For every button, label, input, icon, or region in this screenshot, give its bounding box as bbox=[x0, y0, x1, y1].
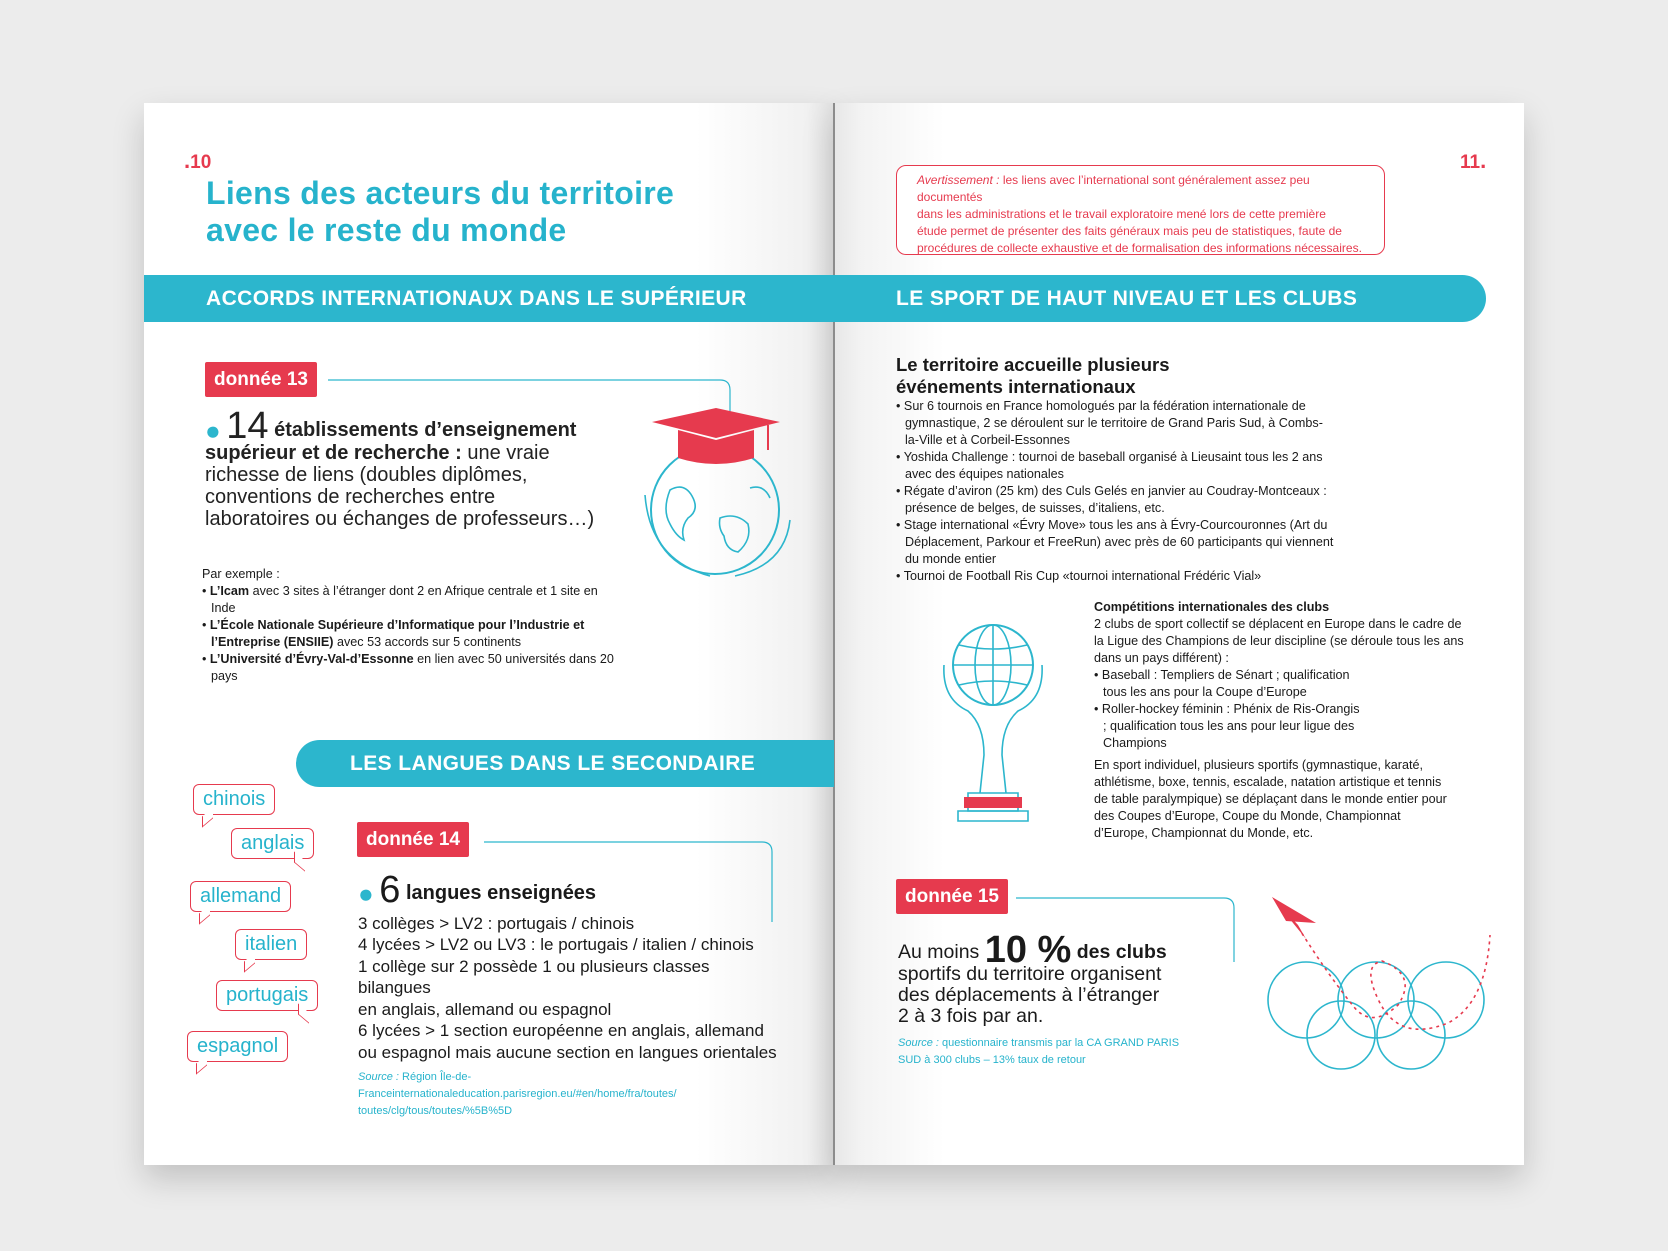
clubs-intro: 2 clubs de sport collectif se déplacent en Europe dans le cadre de la Ligue des Champions de leur discipline (se déroule tous les ans dans un pays différent) : bbox=[1094, 617, 1464, 665]
graduation-globe-icon bbox=[640, 400, 800, 580]
donnee-14-statement bbox=[358, 869, 778, 1120]
stat-14-line: 4 lycées > LV2 ou LV3 : le portugais / italien / chinois bbox=[358, 935, 754, 955]
stat-14-line: en anglais, allemand ou espagnol bbox=[358, 999, 612, 1019]
speech-bubble-espagnol: espagnol bbox=[187, 1031, 288, 1062]
section-band-langues bbox=[296, 740, 834, 787]
stat-14-lines bbox=[358, 913, 778, 1064]
section-band-superieur bbox=[144, 275, 834, 322]
list-item: • Sur 6 tournois en France homologués par la fédération internationale de gymnastique, 2 se déroulent sur le territoire de Grand Paris Sud, à Combs-la-Ville et à Corbeil-Essonnes bbox=[896, 399, 1323, 447]
book-spine bbox=[833, 103, 835, 1165]
stat-15-line4: 2 à 3 fois par an. bbox=[898, 1005, 1044, 1027]
stat-13-line3: richesse de liens (doubles diplômes, bbox=[205, 463, 528, 486]
stat-14-line: 3 collèges > LV2 : portugais / chinois bbox=[358, 913, 635, 933]
warning-box: Avertissement : les liens avec l’international sont généralement assez peu documentés dans les administrations et le travail exploratoire mené lors de cette première étude permet de présenter des faits généraux mais peu de statistiques, faute de procédures de collecte exhaustive et de formalisation des informations nécessaires. bbox=[896, 165, 1385, 255]
speech-bubble-italien: italien bbox=[235, 929, 307, 960]
page-title bbox=[206, 175, 806, 249]
donnee-14-tag: donnée 14 bbox=[357, 822, 469, 857]
bullet-dot: ● bbox=[358, 878, 374, 909]
donnee-15-tag: donnée 15 bbox=[896, 879, 1008, 914]
stat-13-line4: conventions de recherches entre bbox=[205, 485, 496, 508]
stat-15-line3: des déplacements à l’étranger bbox=[898, 984, 1160, 1006]
stat-13-line5: laboratoires ou échanges de professeurs…) bbox=[205, 507, 595, 530]
list-item: • Roller-hockey féminin : Phénix de Ris-Orangis ; qualification tous les ans pour leur ligue des Champions bbox=[1094, 702, 1360, 750]
events-title-2: événements internationaux bbox=[896, 376, 1136, 397]
title-line-1: Liens des acteurs du territoire bbox=[206, 175, 675, 211]
donnee-13-tag: donnée 13 bbox=[205, 362, 317, 397]
speech-bubble-portugais: portugais bbox=[216, 980, 318, 1011]
source-14: Source : Région Île-de-Franceinternationaleducation.parisregion.eu/#en/home/fra/toutes/ toutes/clg/tous/toutes/%5B%5D bbox=[358, 1071, 677, 1118]
stat-14-line: ou espagnol mais aucune section en langues orientales bbox=[358, 1042, 777, 1062]
stat-13-line2: une vraie bbox=[461, 441, 550, 464]
stat-15-line2: sportifs du territoire organisent bbox=[898, 963, 1162, 985]
clubs-individual: En sport individuel, plusieurs sportifs (gymnastique, karaté, athlétisme, boxe, tennis, escalade, natation artistique et tennis de table paralympique) se déplaçant dans le monde entier pour des Coupes d’Europe, Coupe du Monde, Championnat d’Europe, Championnat du Monde, etc. bbox=[1094, 758, 1447, 840]
list-item: • Régate d’aviron (25 km) des Culs Gelés en janvier au Coudray-Montceaux : présence de belges, de suisses, d’italiens, etc. bbox=[896, 484, 1327, 515]
stat-14-line: 6 lycées > 1 section européenne en anglais, allemand bbox=[358, 1021, 764, 1041]
speech-bubble-anglais: anglais bbox=[231, 828, 314, 859]
list-item: • L’Université d’Évry-Val-d’Essonne en lien avec 50 universités dans 20 pays bbox=[202, 652, 614, 683]
stat-14-label: langues enseignées bbox=[400, 882, 597, 904]
title-line-2: avec le reste du monde bbox=[206, 212, 567, 248]
events-title-1: Le territoire accueille plusieurs bbox=[896, 354, 1170, 375]
olympic-rings-plane-icon bbox=[1258, 895, 1503, 1070]
list-item: • Yoshida Challenge : tournoi de baseball organisé à Lieusaint tous les 2 ans avec des équipes nationales bbox=[896, 450, 1323, 481]
examples-block bbox=[202, 566, 622, 685]
section-band-sport bbox=[834, 275, 1486, 322]
trophy-globe-icon bbox=[928, 615, 1058, 830]
band-label: LES LANGUES DANS LE SECONDAIRE bbox=[350, 752, 756, 775]
events-block bbox=[896, 354, 1356, 585]
examples-intro: Par exemple : bbox=[202, 567, 280, 581]
stat-13-bold: supérieur et de recherche : bbox=[205, 441, 462, 464]
list-item: • Baseball : Templiers de Sénart ; qualification tous les ans pour la Coupe d’Europe bbox=[1094, 668, 1350, 699]
source-15: Source : questionnaire transmis par la CA GRAND PARIS SUD à 300 clubs – 13% taux de retour bbox=[898, 1037, 1180, 1066]
list-item: • Tournoi de Football Ris Cup «tournoi international Frédéric Vial» bbox=[896, 569, 1262, 583]
warning-label: Avertissement : bbox=[917, 173, 1000, 187]
examples-list bbox=[202, 583, 622, 685]
band-label: LE SPORT DE HAUT NIVEAU ET LES CLUBS bbox=[896, 287, 1358, 310]
speech-bubble-chinois: chinois bbox=[193, 784, 275, 815]
page-number-left: .10 bbox=[184, 148, 212, 173]
clubs-block bbox=[1094, 599, 1466, 842]
band-label: ACCORDS INTERNATIONAUX DANS LE SUPÉRIEUR bbox=[206, 287, 747, 310]
list-item: • Stage international «Évry Move» tous les ans à Évry-Courcouronnes (Art du Déplacement, Parkour et FreeRun) avec près de 60 participants qui viennent du monde entier bbox=[896, 518, 1334, 566]
donnee-15-statement: Au moins 10 % des clubs sportifs du territoire organisent des déplacements à l’étranger 2 à 3 fois par an. Source : questionnaire transmis par la CA GRAND PARIS SUD à 300 clubs – 13% taux de retour bbox=[898, 938, 1228, 1069]
list-item: • L’Icam avec 3 sites à l’étranger dont 2 en Afrique centrale et 1 site en Inde bbox=[202, 584, 598, 615]
list-item: • L’École Nationale Supérieure d’Informatique pour l’Industrie et l’Entreprise (ENSIIE) avec 53 accords sur 5 continents bbox=[202, 618, 585, 649]
speech-bubble-allemand: allemand bbox=[190, 881, 291, 912]
page-number-right: 11. bbox=[1460, 148, 1487, 173]
stat-number-6: 6 bbox=[379, 869, 401, 911]
donnee-13-statement bbox=[205, 405, 645, 530]
stat-14-line: 1 collège sur 2 possède 1 ou plusieurs classes bilangues bbox=[358, 956, 710, 998]
bullet-dot: ● bbox=[205, 415, 221, 446]
stat-number-14: 14 bbox=[226, 405, 269, 447]
clubs-title: Compétitions internationales des clubs bbox=[1094, 600, 1330, 614]
stat-13-line1: établissements d’enseignement bbox=[268, 419, 577, 441]
stat-number-10: 10 % bbox=[984, 929, 1072, 971]
